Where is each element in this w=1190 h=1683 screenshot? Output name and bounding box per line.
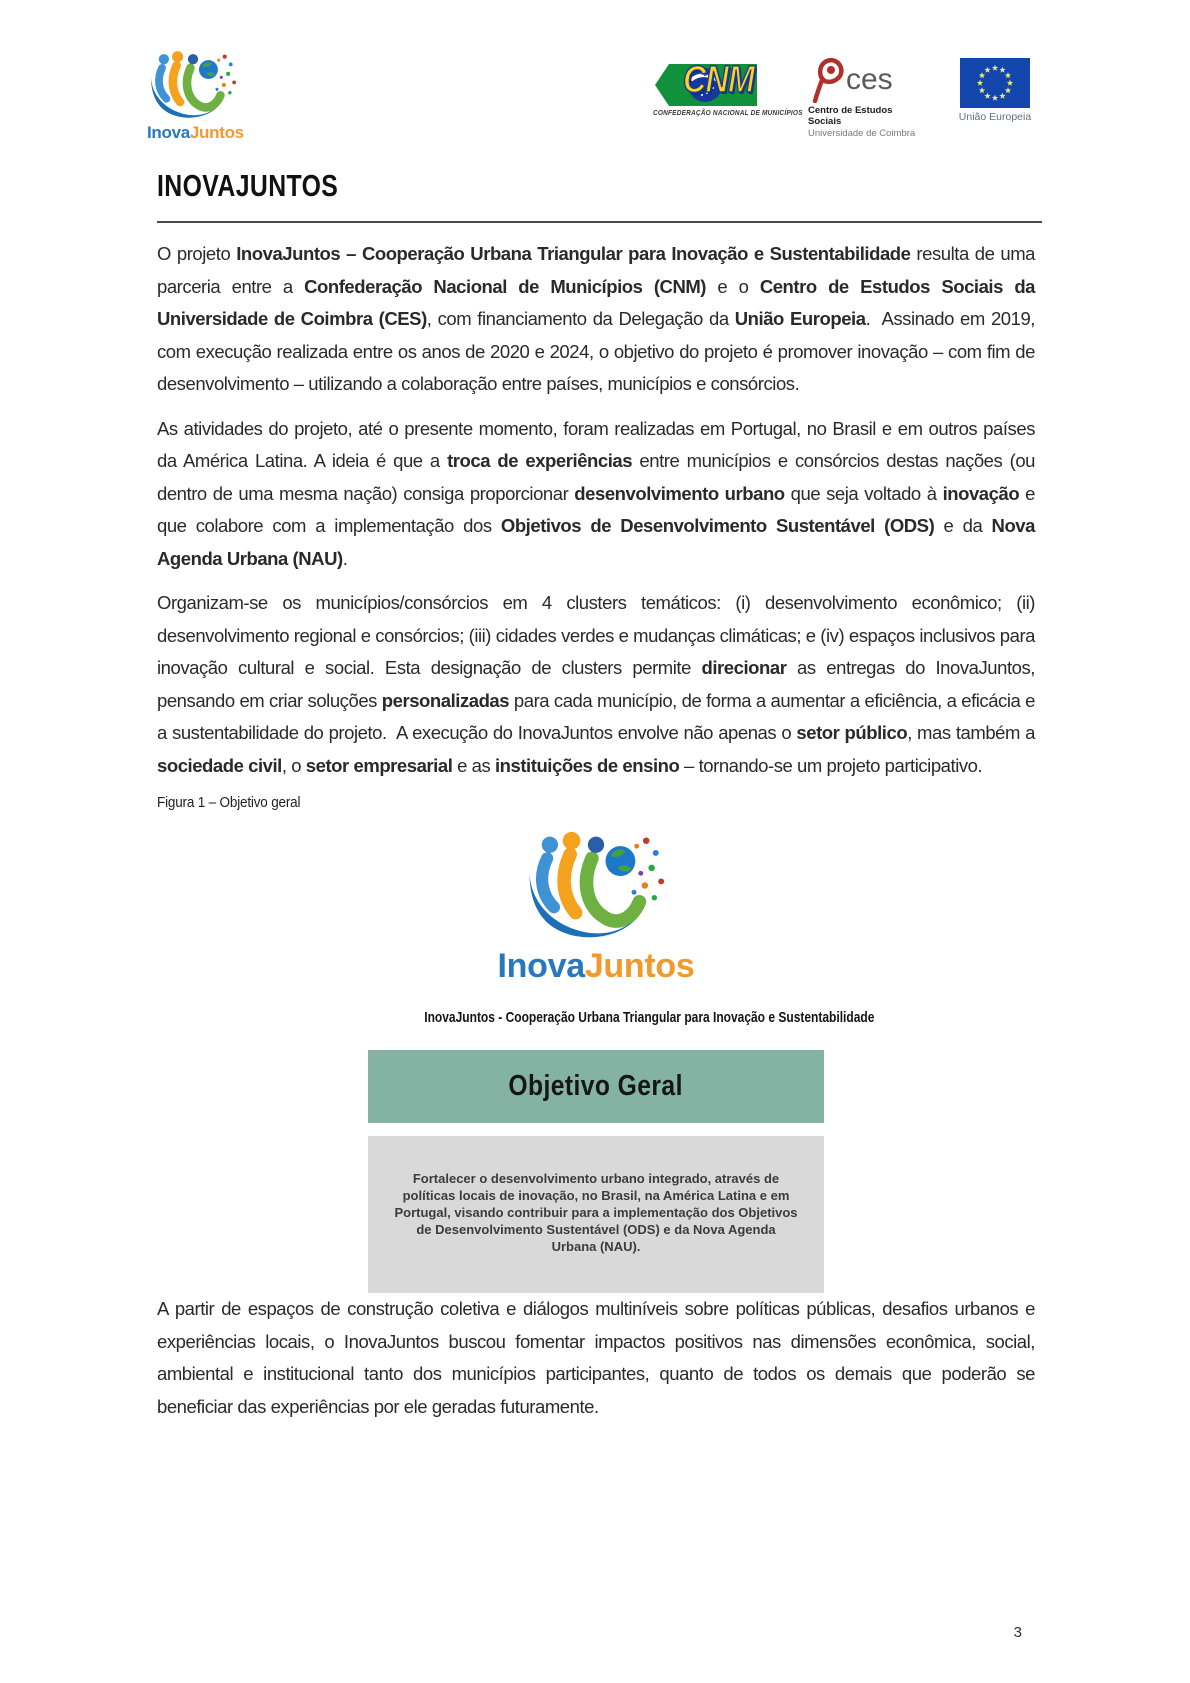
inovajuntos-wordmark (147, 124, 255, 141)
wordmark-juntos: Juntos (189, 123, 244, 142)
cnm-logo (653, 58, 803, 128)
eu-caption: União Europeia (958, 111, 1032, 123)
figure-caption (157, 794, 1035, 811)
ces-acronym: ces (846, 63, 893, 96)
figure-caption-text: Figura 1 – Objetivo geral (157, 794, 301, 811)
figure-subtitle-text: InovaJuntos - Cooperação Urbana Triangular para Inovação e Sustentabilidade (424, 1009, 875, 1026)
wordmark-inova: Inova (147, 123, 190, 142)
cnm-caption: CONFEDERAÇÃO NACIONAL DE MUNICÍPIOS (653, 110, 803, 117)
body-paragraph-2: As atividades do projeto, até o presente momento, foram realizadas em Portugal, no Brasil e em outros países da América Latina. A ideia é que a troca de experiências entre municípios e consórcios destas nações (ou dentro de uma mesma nação) consiga proporcionar desenvolvimento urbano que seja voltado à inovação e que colabore com a implementação dos Objetivos de Desenvolvimento Sustentável (ODS) e da Nova Agenda Urbana (NAU). (157, 417, 1036, 569)
cnm-acronym: CNM (683, 59, 755, 101)
inovajuntos-emblem-icon (145, 48, 241, 122)
objective-title-box (368, 1050, 824, 1123)
page-title (157, 168, 384, 204)
body-paragraph-1: O projeto InovaJuntos – Cooperação Urbana Triangular para Inovação e Sustentabilidade resulta de uma parceria entre a Confederação Nacional de Municípios (CNM) e o Centro de Estudos Sociais da Universidade de Coimbra (CES), com financiamento da Delegação da União Europeia. Assinado em 2019, com execução realizada entre os anos de 2020 e 2024, o objetivo do projeto é promover inovação – com fim de desenvolvimento – utilizando a colaboração entre países, municípios e consórcios. (157, 243, 1036, 394)
ces-logo (808, 55, 928, 139)
objective-body-box (368, 1136, 824, 1293)
ces-caption-line2: Universidade de Coimbra (808, 128, 916, 139)
figure-wordmark-juntos: Juntos (584, 947, 695, 985)
body-column (157, 238, 1035, 1435)
objective-body-text: Fortalecer o desenvolvimento urbano integrado, através de políticas locais de inovação, no Brasil, na América Latina e em Portugal, visando contribuir para a implementação dos Objetivos de Desenvolvimento Sustentável (ODS) e da Nova Agenda Urbana (NAU). (394, 1171, 798, 1254)
figure-wordmark (368, 949, 824, 983)
ces-caption-line1: Centro de Estudos Sociais (808, 105, 893, 127)
figure-objetivo-geral (368, 827, 875, 1293)
eu-logo (956, 58, 1034, 123)
page-number: 3 (1013, 1624, 1022, 1641)
figure-subtitle (368, 1009, 875, 1026)
title-underline (157, 221, 1042, 223)
eu-flag-icon (959, 58, 1031, 108)
body-paragraph-4: A partir de espaços de construção coletiva e diálogos multiníveis sobre políticas públicas, desafios urbanos e experiências locais, o InovaJuntos buscou fomentar impactos positivos nas dimensões econômica, social, ambiental e institucional tanto dos municípios participantes, quanto de todos os demais que poderão se beneficiar das experiências por ele geradas futuramente. (157, 1298, 1035, 1417)
inovajuntos-emblem-large-icon (520, 827, 672, 944)
ces-glyph-icon (808, 55, 844, 103)
page-title-text: INOVAJUNTOS (157, 168, 339, 203)
figure-wordmark-inova: Inova (497, 947, 585, 985)
body-paragraph-3: Organizam-se os municípios/consórcios em 4 clusters temáticos: (i) desenvolvimento econômico; (ii) desenvolvimento regional e consórcios; (iii) cidades verdes e mudanças climáticas; e (iv) espaços inclusivos para inovação cultural e social. Esta designação de clusters permite direcionar as entregas do InovaJuntos, pensando em criar soluções personalizadas para cada município, de forma a aumentar a eficiência, a eficácia e a sustentabilidade do projeto. A execução do InovaJuntos envolve não apenas o setor público, mas também a sociedade civil, o setor empresarial e as instituições de ensino – tornando-se um projeto participativo. (157, 592, 1035, 776)
inovajuntos-logo (145, 48, 255, 141)
objective-title: Objetivo Geral (508, 1070, 684, 1102)
